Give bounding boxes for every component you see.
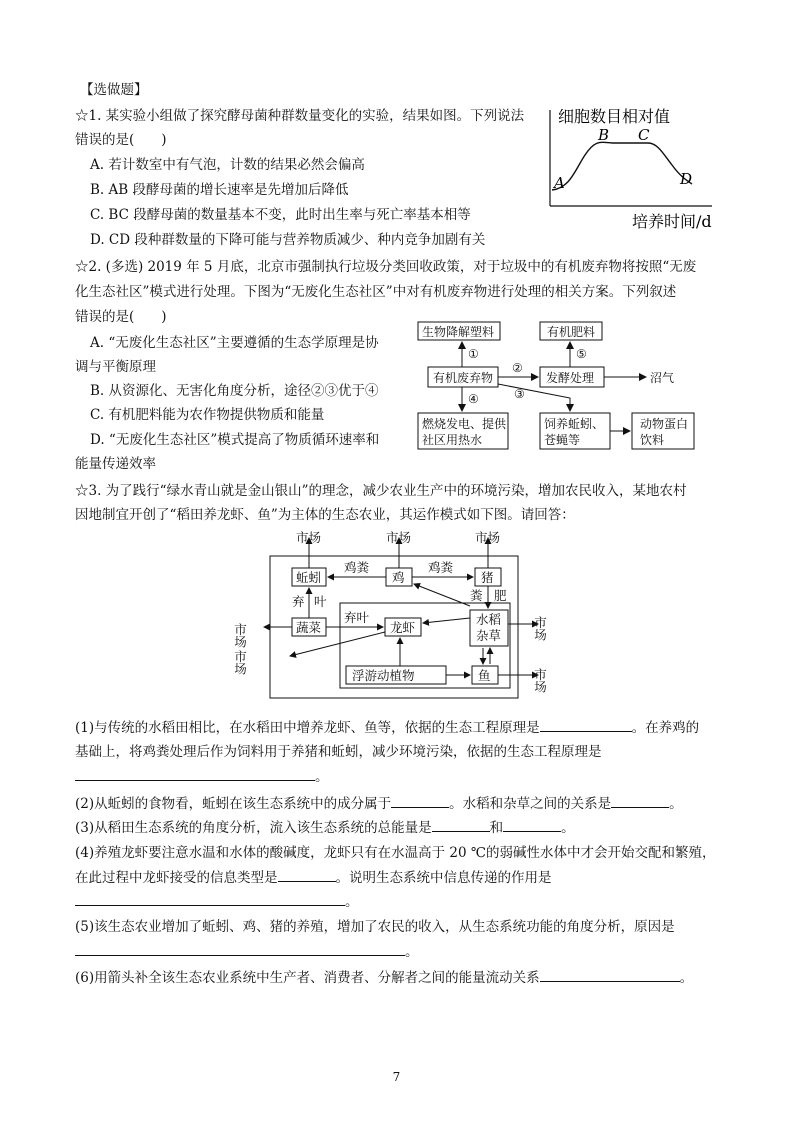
q3-label-dung: 粪 bbox=[470, 588, 483, 603]
q3-box-rice: 水稻 bbox=[476, 612, 502, 627]
q3-market-right-2: 市场 bbox=[532, 668, 548, 693]
q3-sub2-period: 。 bbox=[669, 796, 683, 812]
q2-stem-cont: 化生态社区”模式进行处理。下图为“无废化生态社区”中对有机废弃物进行处理的相关方案。下列叙述 bbox=[75, 284, 677, 300]
q2-box-plastic: 生物降解塑料 bbox=[422, 325, 495, 339]
q3-sub1-line2: 基础上，将鸡粪处理后作为饲料用于养猪和蚯蚓，减少环境污染，依据的生态工程原理是 bbox=[75, 744, 602, 760]
q3-box-plankton: 浮游动植物 bbox=[352, 668, 415, 683]
q2-box-fertilizer: 有机肥料 bbox=[547, 325, 596, 339]
q1-point-b: B bbox=[598, 126, 610, 144]
q3-sub6-text: (6)用箭头补全该生态农业系统中生产者、消费者、分解者之间的能量流动关系 bbox=[75, 970, 540, 986]
q2-path-1: ① bbox=[468, 347, 479, 361]
q2-stem: ☆2. (多选) 2019 年 5 月底，北京市强制执行垃圾分类回收政策，对于垃圾中的有机废弃物将按照“无废 bbox=[75, 259, 697, 275]
q2-path-4: ④ bbox=[468, 392, 479, 406]
q1-point-a: A bbox=[554, 174, 565, 192]
q1-growth-curve bbox=[552, 142, 692, 190]
q3-market-left-2: 市场 bbox=[232, 650, 248, 675]
q3-sub6-period: 。 bbox=[679, 970, 694, 986]
q3-sub2-text: (2)从蚯蚓的食物看，蚯蚓在该生态系统中的成分属于 bbox=[75, 796, 392, 812]
q2-option-d-cont: 能量传递效率 bbox=[75, 456, 156, 472]
q3-sub6 bbox=[75, 967, 693, 988]
q3-box-crayfish: 龙虾 bbox=[390, 620, 416, 635]
q3-market-left-1-top: 市场 bbox=[232, 623, 248, 648]
q3-sub4-period: 。 bbox=[345, 894, 359, 910]
q3-sub4-blank1[interactable] bbox=[278, 867, 336, 882]
q3-sub3 bbox=[75, 817, 575, 838]
q2-option-b: B. 从资源化、无害化角度分析，途径②③优于④ bbox=[90, 383, 379, 399]
q3-label-dung-left: 鸡粪 bbox=[344, 560, 370, 575]
q3-sub1-text: (1)与传统的水稻田相比，在水稻田中增养龙虾、鱼等，依据的生态工程原理是 bbox=[75, 720, 540, 736]
q3-sub3-text-cont: 和 bbox=[489, 820, 504, 836]
q3-sub5: (5)该生态农业增加了蚯蚓、鸡、猪的养殖，增加了农民的收入，从生态系统功能的角度分析，原因是 bbox=[75, 919, 675, 935]
q3-market-top-1: 市场 bbox=[296, 530, 322, 545]
q3-market-top-3: 市场 bbox=[475, 530, 501, 545]
q2-box-feed-line2: 苍蝇等 bbox=[544, 433, 581, 447]
q3-eco-farm-diagram bbox=[232, 528, 560, 706]
q3-sub5-period: 。 bbox=[405, 944, 419, 960]
q3-sub3-period: 。 bbox=[561, 820, 575, 836]
q3-sub1-text-cont: 。在养鸡的 bbox=[631, 720, 700, 736]
q3-label-leaf: 叶 bbox=[314, 594, 327, 609]
q3-sub4: (4)养殖龙虾要注意水温和水体的酸碱度，龙虾只有在水温高于 20 ℃的弱碱性水体中才会开始交配和繁殖， bbox=[75, 845, 716, 861]
q3-box-fish: 鱼 bbox=[478, 668, 491, 683]
q2-waste-diagram bbox=[410, 318, 710, 453]
q3-sub2 bbox=[75, 793, 683, 814]
q3-sub4-line2 bbox=[75, 867, 552, 888]
q3-sub6-blank[interactable] bbox=[540, 967, 680, 982]
q2-box-feed-line1: 饲养蚯蚓、 bbox=[544, 417, 605, 431]
q3-sub1 bbox=[75, 717, 699, 738]
q3-label-dung-right: 鸡粪 bbox=[428, 560, 454, 575]
q2-stem-cont2: 错误的是( ) bbox=[75, 309, 167, 325]
q1-point-c: C bbox=[638, 126, 650, 144]
q2-option-c: C. 有机肥料能为农作物提供物质和能量 bbox=[90, 407, 325, 423]
q3-sub1-blank2[interactable] bbox=[75, 766, 315, 781]
q3-box-pig: 猪 bbox=[481, 570, 494, 585]
q1-option-b: B. AB 段酵母菌的增长速率是先增加后降低 bbox=[90, 182, 349, 198]
q3-sub3-blank1[interactable] bbox=[432, 817, 490, 832]
q3-sub3-text: (3)从稻田生态系统的角度分析，流入该生态系统的总能量是 bbox=[75, 820, 432, 836]
q2-path-3: ③ bbox=[514, 387, 525, 401]
q2-path-5: ⑤ bbox=[576, 347, 587, 361]
q1-chart-xlabel: 培养时间/d bbox=[632, 212, 712, 231]
q3-sub5-blank[interactable] bbox=[75, 941, 405, 956]
q3-label-discard: 弃 bbox=[292, 594, 305, 609]
q1-chart-ylabel: 细胞数目相对值 bbox=[558, 107, 671, 126]
q1-option-c: C. BC 段酵母菌的数量基本不变，此时出生率与死亡率基本相等 bbox=[90, 207, 471, 223]
q1-growth-chart bbox=[540, 100, 740, 235]
q2-path-2: ② bbox=[512, 361, 523, 375]
q3-stem-cont: 因地制宜开创了“稻田养龙虾、鱼”为主体的生态农业，其运作模式如下图。请回答： bbox=[75, 507, 575, 523]
q1-point-d: D bbox=[680, 170, 693, 188]
section-title: 【选做题】 bbox=[80, 82, 148, 98]
q1-option-a: A. 若计数室中有气泡，计数的结果必然会偏高 bbox=[90, 157, 365, 173]
q3-stem: ☆3. 为了践行“绿水青山就是金山银山”的理念，减少农业生产中的环境污染，增加农民收入，某地农村 bbox=[75, 483, 687, 499]
q1-option-d: D. CD 段种群数量的下降可能与营养物质减少、种内竞争加剧有关 bbox=[90, 232, 486, 248]
q1-stem: ☆1. 某实验小组做了探究酵母菌种群数量变化的实验，结果如图。下列说法 bbox=[75, 108, 525, 124]
q3-label-discard-leaf: 弃叶 bbox=[344, 610, 370, 625]
q2-option-d: D. “无废化生态社区”模式提高了物质循环速率和 bbox=[90, 432, 380, 448]
q3-sub4-line3 bbox=[75, 891, 359, 912]
q3-label-manure: 肥 bbox=[494, 588, 507, 603]
q2-option-a-cont: 调与平衡原理 bbox=[75, 359, 156, 375]
q3-box-vegetable: 蔬菜 bbox=[296, 620, 322, 635]
q2-label-biogas: 沼气 bbox=[650, 371, 675, 385]
q3-box-weeds: 杂草 bbox=[476, 628, 502, 643]
q3-market-right-1: 市场 bbox=[532, 616, 548, 641]
q3-sub2-blank2[interactable] bbox=[611, 793, 669, 808]
q3-sub4-text: 在此过程中龙虾接受的信息类型是 bbox=[75, 870, 278, 886]
q3-sub2-blank1[interactable] bbox=[391, 793, 449, 808]
q3-sub1-line3 bbox=[75, 766, 329, 787]
q3-sub1-period: 。 bbox=[315, 769, 329, 785]
q3-sub5-line2 bbox=[75, 941, 419, 962]
q2-box-protein-line1: 动物蛋白 bbox=[640, 417, 689, 431]
q3-box-chicken: 鸡 bbox=[392, 570, 405, 585]
q2-box-burn-line2: 社区用热水 bbox=[422, 433, 483, 447]
q3-sub2-text-cont: 。水稻和杂草之间的关系是 bbox=[449, 796, 612, 812]
q3-box-earthworm: 蚯蚓 bbox=[296, 570, 322, 585]
q3-sub4-text-cont: 。说明生态系统中信息传递的作用是 bbox=[335, 870, 552, 886]
q3-sub3-blank2[interactable] bbox=[503, 817, 561, 832]
q1-stem-cont: 错误的是( ) bbox=[75, 132, 167, 148]
q2-box-burn-line1: 燃烧发电、提供 bbox=[422, 417, 507, 431]
q2-box-waste: 有机废弃物 bbox=[433, 371, 494, 385]
q2-box-ferment: 发酵处理 bbox=[546, 371, 595, 385]
q2-box-protein-line2: 饮料 bbox=[640, 433, 665, 447]
q3-sub1-blank1[interactable] bbox=[540, 717, 632, 732]
q2-option-a: A. “无废化生态社区”主要遵循的生态学原理是协 bbox=[90, 335, 379, 351]
q3-sub4-blank2[interactable] bbox=[75, 891, 345, 906]
page-number: 7 bbox=[392, 1070, 401, 1084]
q3-market-top-2: 市场 bbox=[386, 530, 412, 545]
